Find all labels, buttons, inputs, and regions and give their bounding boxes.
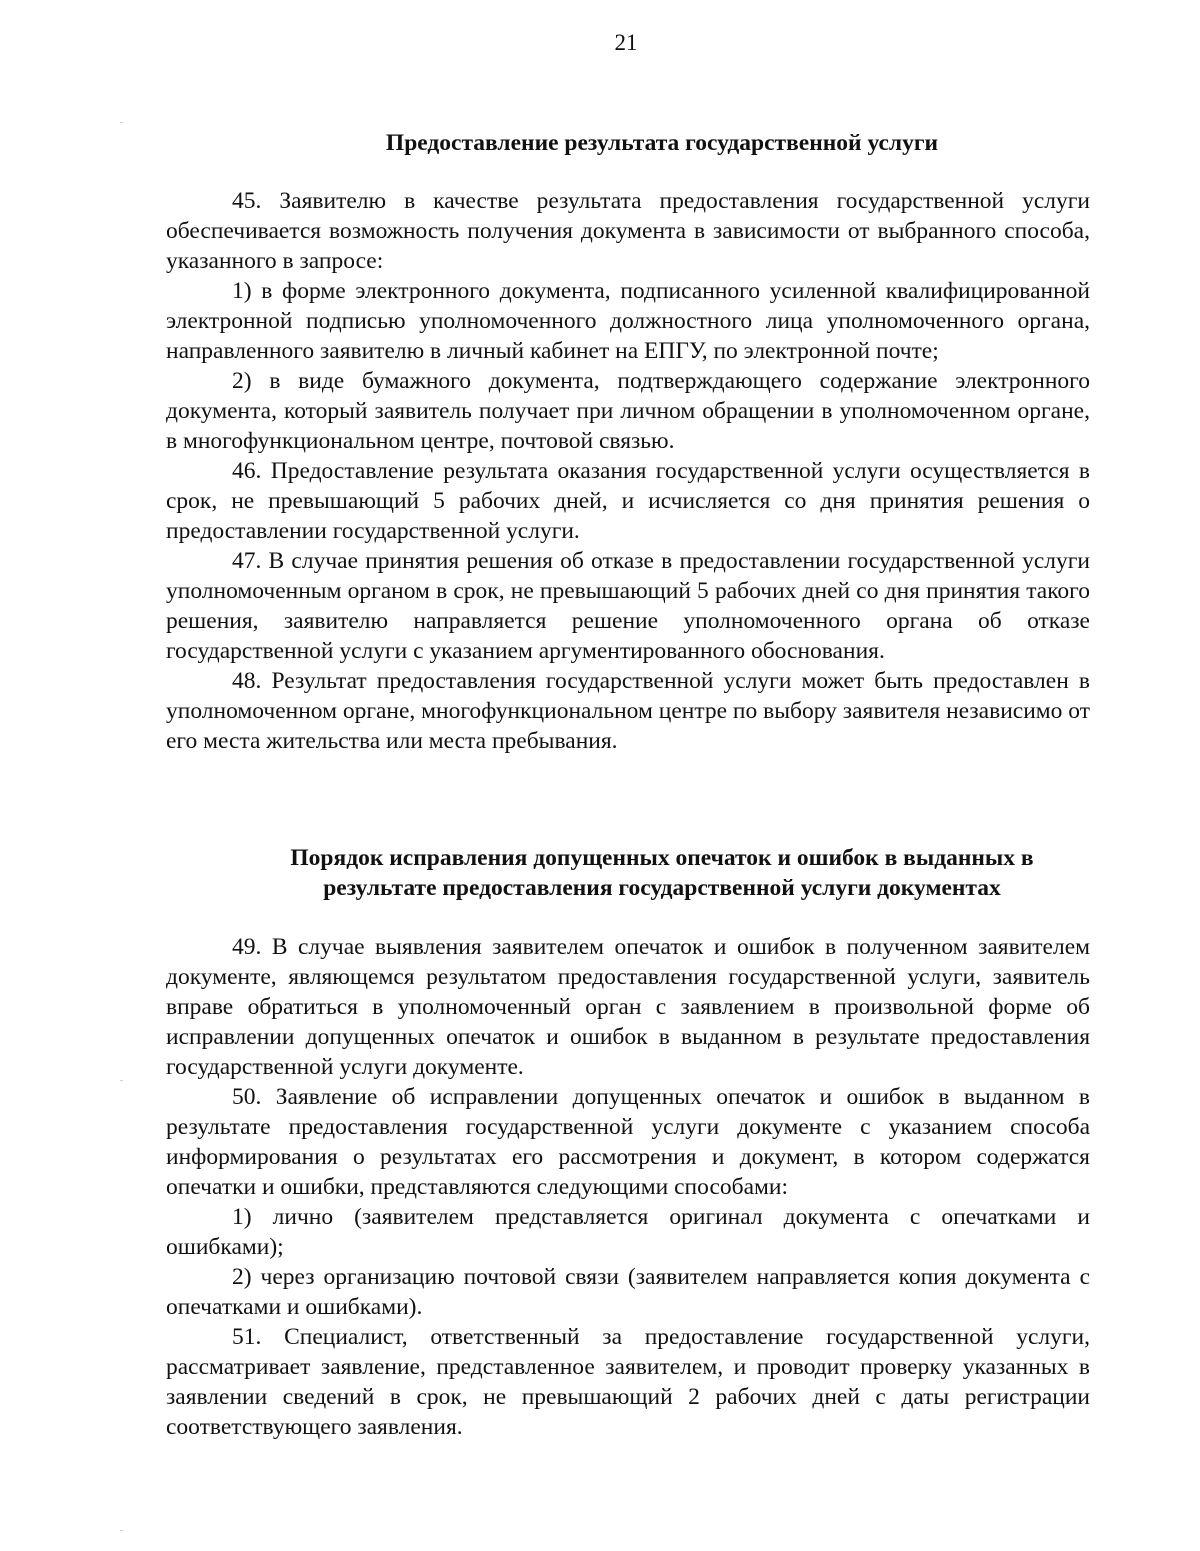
paragraph-47: 47. В случае принятия решения об отказе в предоставлении государственной услуги уполномоченным органом в срок, не превышающий 5 рабочих дней со дня принятия такого решения, заявителю направляется решение уполномоченного органа об отказе государственной услуги с указанием аргументированного обоснования.: [166, 548, 1090, 664]
scan-speck: [120, 1080, 123, 1081]
scan-speck: [120, 122, 123, 123]
paragraph-48: 48. Результат предоставления государственной услуги может быть предоставлен в уполномоченном органе, многофункциональном центре по выбору заявителя независимо от его места жительства или места пребывания.: [166, 668, 1090, 754]
paragraph-49: 49. В случае выявления заявителем опечаток и ошибок в полученном заявителем документе, являющемся результатом предоставления государственной услуги, заявитель вправе обратиться в уполномоченный орган с заявлением в произвольной форме об исправлении допущенных опечаток и ошибок в выданном в результате предоставления государственной услуги документе.: [166, 934, 1090, 1080]
section-body-result: [166, 186, 1090, 756]
scan-speck: [120, 1530, 123, 1531]
section-body-corrections: [166, 932, 1090, 1442]
page-number: 21: [614, 30, 638, 55]
paragraph-45-item-2: 2) в виде бумажного документа, подтверждающего содержание электронного документа, который заявитель получает при личном обращении в уполномоченном органе, в многофункциональном центре, почтовой связью.: [166, 368, 1090, 454]
paragraph-50-item-2: 2) через организацию почтовой связи (заявителем направляется копия документа с опечатками и ошибками).: [166, 1264, 1090, 1320]
paragraph-50-item-1: 1) лично (заявителем представляется оригинал документа с опечатками и ошибками);: [166, 1204, 1090, 1260]
section-title-corrections-line1: Порядок исправления допущенных опечаток и ошибок в выданных в: [290, 845, 1034, 871]
paragraph-45-item-1: 1) в форме электронного документа, подписанного усиленной квалифицированной электронной подписью уполномоченного должностного лица уполномоченного органа, направленного заявителю в личный кабинет на ЕПГУ, по электронной почте;: [166, 278, 1090, 364]
section-title-result: Предоставление результата государственной услуги: [385, 130, 939, 156]
paragraph-46: 46. Предоставление результата оказания государственной услуги осуществляется в срок, не превышающий 5 рабочих дней, и исчисляется со дня принятия решения о предоставлении государственной услуги.: [166, 458, 1090, 544]
paragraph-50: 50. Заявление об исправлении допущенных опечаток и ошибок в выданном в результате предоставления государственной услуги документе с указанием способа информирования о результатах его рассмотрения и документ, в котором содержатся опечатки и ошибки, представляются следующими способами:: [166, 1084, 1090, 1200]
paragraph-45: 45. Заявителю в качестве результата предоставления государственной услуги обеспечивается возможность получения документа в зависимости от выбранного способа, указанного в запросе:: [166, 188, 1090, 274]
section-title-corrections-line2: результате предоставления государственной услуги документах: [323, 875, 1001, 901]
section-title-corrections: [166, 843, 1158, 903]
paragraph-51: 51. Специалист, ответственный за предоставление государственной услуги, рассматривает заявление, представленное заявителем, и проводит проверку указанных в заявлении сведений в срок, не превышающий 2 рабочих дней с даты регистрации соответствующего заявления.: [166, 1324, 1090, 1440]
